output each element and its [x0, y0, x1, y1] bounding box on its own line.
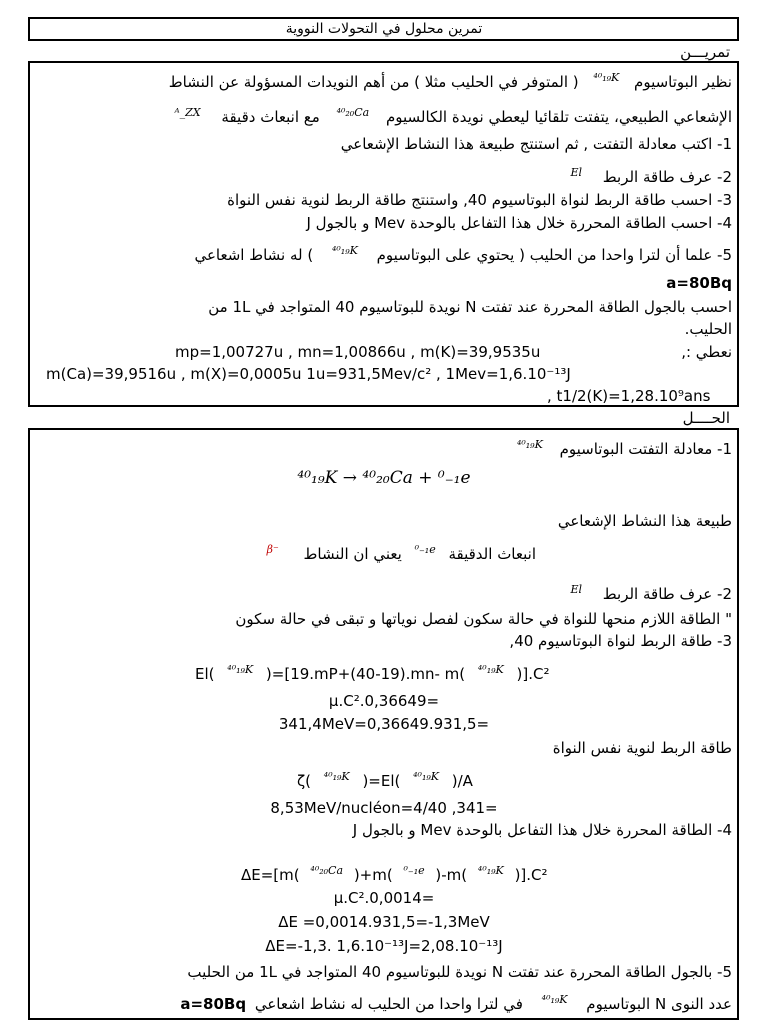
binding-energy-definition: " الطاقة اللازم منحها للنواة في حالة سكون لفصل نوياتها و تبقى في حالة سكون	[235, 610, 732, 628]
solution-text: طاقة الربط لنوية نفس النواة	[552, 739, 732, 757]
page-title: تمرين محلول في التحولات النووية	[285, 21, 483, 37]
binding-energy-formula	[195, 660, 550, 684]
potassium-nuclide: ⁴⁰₁₉K	[593, 71, 620, 84]
calcium-nuclide: ⁴⁰₂₀Ca	[336, 106, 370, 119]
solution-text: طبيعة هذا النشاط الإشعاعي	[557, 512, 732, 530]
exercise-label: تمريـــن	[680, 43, 730, 61]
energy-line-2: μ.C².0,0014=	[333, 889, 435, 907]
potassium-nuclide: ⁴⁰₁₉K	[477, 864, 504, 877]
formula-part: )].C²	[514, 866, 548, 884]
solution-text: 2- عرف طاقة الربط	[602, 585, 732, 603]
question-3: 3- احسب طاقة الربط لنواة البوتاسيوم 40, واستنتج طاقة الربط لنوية نفس النواة	[227, 191, 732, 209]
solution-step-2	[570, 580, 732, 604]
solution-step-3: 3- طاقة الربط لنواة البوتاسيوم 40,	[509, 632, 732, 650]
question-text: 5- علما أن لترا واحدا من الحليب ( يحتوي على البوتاسيوم	[376, 246, 732, 264]
binding-energy-symbol: El	[570, 166, 583, 179]
potassium-nuclide: ⁴⁰₁₉K	[227, 663, 254, 676]
solution-text: في لترا واحدا من الحليب له نشاط اشعاعي	[254, 995, 523, 1013]
exercise-line-2	[175, 103, 732, 127]
energy-line-3: ΔE =0,0014.931,5=-1,3MeV	[278, 913, 490, 931]
potassium-nuclide: ⁴⁰₁₉K	[477, 663, 504, 676]
zeta-formula	[297, 767, 473, 791]
formula-part: )].C²	[516, 665, 550, 683]
decay-equation: ⁴⁰₁₉K → ⁴⁰₂₀Ca + ⁰₋₁e	[297, 468, 471, 488]
potassium-nuclide: ⁴⁰₁₉K	[413, 770, 439, 783]
exercise-text: ( المتوفر في الحليب مثلا ) من أهم النويدات المسؤولة عن النشاط	[168, 73, 579, 91]
solution-text: يعني ان النشاط	[303, 545, 402, 563]
question-1: 1- اكتب معادلة التفتت , ثم استنتج طبيعة هذا النشاط الإشعاعي	[340, 135, 732, 153]
question-2	[570, 163, 732, 187]
potassium-nuclide: ⁴⁰₁₉K	[323, 770, 350, 783]
solution-step-4: 4- الطاقة المحررة خلال هذا التفاعل بالوحدة Mev و بالجول J	[352, 821, 732, 839]
electron-nuclide: ⁰₋₁e	[403, 864, 425, 877]
given-values-2: m(Ca)=39,9516u , m(X)=0,0005u 1u=931,5Mev/c² , 1Mev=1,6.10⁻¹³J	[46, 365, 571, 383]
beta-minus-symbol: β⁻	[266, 543, 279, 556]
formula-part: )=El(	[362, 772, 401, 790]
potassium-nuclide: ⁴⁰₁₉K	[541, 993, 568, 1006]
x-nuclide: ᴬ_ZX	[174, 106, 201, 119]
solution-step-5-line-2	[180, 990, 732, 1014]
question-5	[194, 241, 732, 265]
solution-text: انبعاث الدقيقة	[448, 545, 536, 563]
formula-part: )-m(	[435, 866, 468, 884]
question-text: 2- عرف طاقة الربط	[602, 168, 732, 186]
electron-nuclide: ⁰₋₁e	[414, 543, 436, 556]
solution-step-1	[517, 435, 732, 459]
formula-part: ΔE=[m(	[241, 866, 300, 884]
formula-part: )/A	[451, 772, 473, 790]
beta-nuclide-emission	[267, 540, 536, 564]
given-values-3: , t1/2(K)=1,28.10⁹ans	[547, 387, 711, 405]
calcium-nuclide: ⁴⁰₂₀Ca	[310, 864, 344, 877]
formula-part: )=[19.mP+(40-19).mn- m(	[265, 665, 466, 683]
solution-text: 1- معادلة التفتت البوتاسيوم	[559, 440, 732, 458]
solution-step-5: 5- بالجول الطاقة المحررة عند تفتت N نويدة للبوتاسيوم 40 المتواجد في 1L من الحليب	[187, 963, 732, 981]
question-5-text: احسب بالجول الطاقة المحررة عند تفتت N نويدة للبوتاسيوم 40 المتواجد في 1L من	[208, 298, 732, 316]
given-label: نعطي :,	[681, 343, 732, 361]
energy-line-4: ΔE=-1,3. 1,6.10⁻¹³J=2,08.10⁻¹³J	[265, 937, 503, 955]
given-values-1: mp=1,00727u , mn=1,00866u , m(K)=39,9535u	[175, 343, 541, 361]
binding-energy-line-2: μ.C².0,36649=	[328, 692, 440, 710]
energy-released-formula	[241, 861, 548, 885]
formula-part: ζ(	[297, 772, 312, 790]
question-5-text-end: الحليب.	[684, 320, 732, 338]
question-4: 4- احسب الطاقة المحررة خلال هذا التفاعل بالوحدة Mev و بالجول J	[306, 214, 732, 232]
exercise-text: الإشعاعي الطبيعي، يتفتت تلقائيا ليعطي نويدة الكالسيوم	[385, 108, 732, 126]
binding-energy-symbol: El	[570, 583, 583, 596]
formula-part: El(	[195, 665, 215, 683]
binding-energy-line-3: 341,4MeV=0,36649.931,5=	[278, 715, 490, 733]
potassium-nuclide: ⁴⁰₁₉K	[331, 244, 358, 257]
activity-value: a=80Bq	[180, 995, 247, 1013]
question-text: ) له نشاط اشعاعي	[194, 246, 314, 264]
solution-label: الحــــل	[682, 409, 730, 427]
zeta-result: 8,53MeV/nucléon=4/40 ,341=	[270, 799, 498, 817]
formula-part: )+m(	[353, 866, 393, 884]
solution-text: عدد النوى N البوتاسيوم	[586, 995, 732, 1013]
potassium-nuclide: ⁴⁰₁₉K	[516, 438, 543, 451]
exercise-text: نظير البوتاسيوم	[634, 73, 732, 91]
activity-value: a=80Bq	[666, 274, 732, 292]
exercise-line-1	[169, 68, 732, 92]
exercise-text: مع انبعاث دقيقة	[221, 108, 320, 126]
